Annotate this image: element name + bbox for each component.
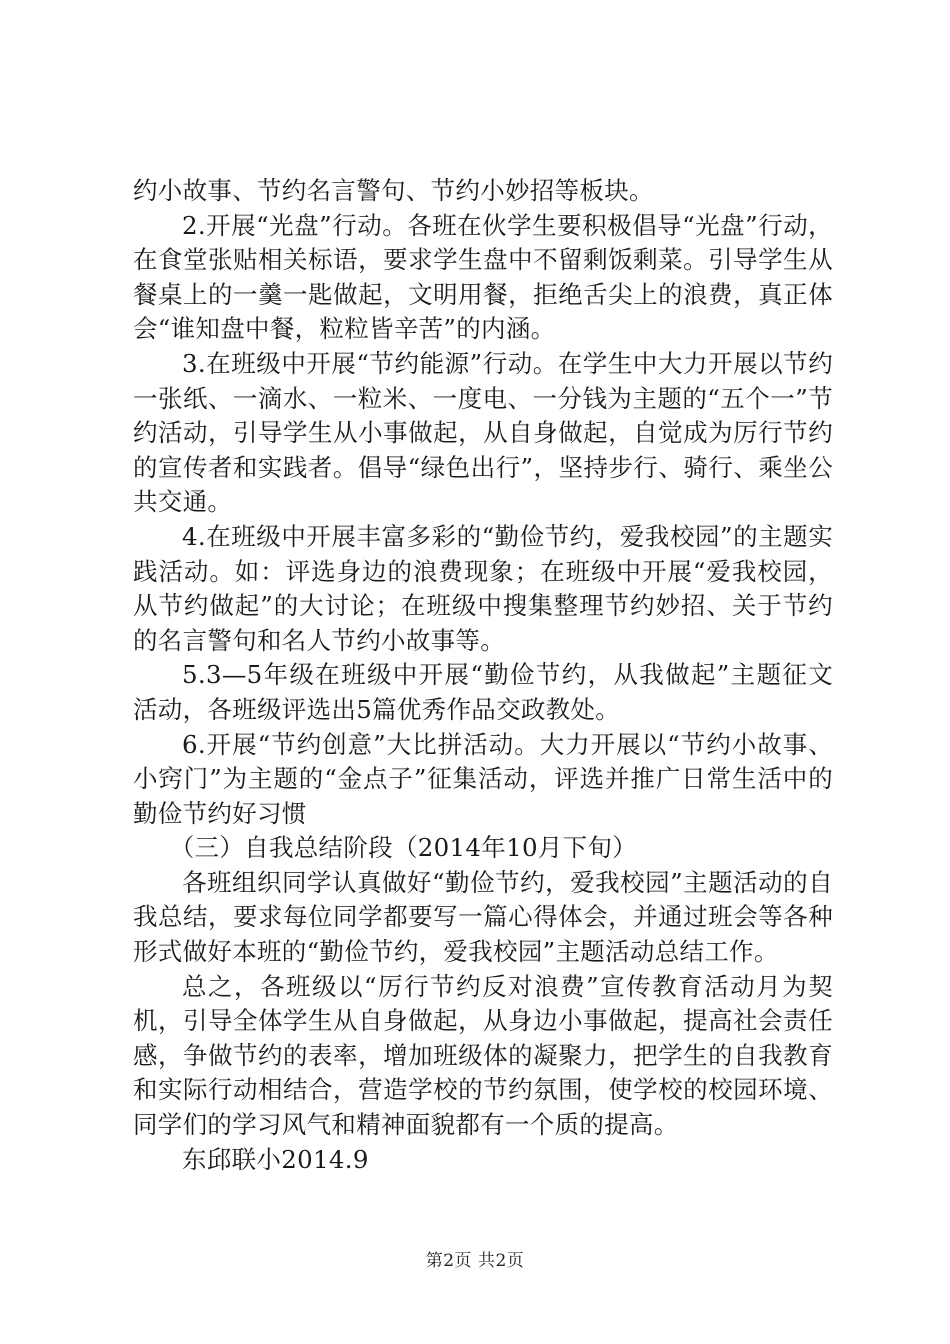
paragraph-item-2: 2.开展“光盘”行动。各班在伙学生要积极倡导“光盘”行动，在食堂张贴相关标语，要求学生盘中不留剩饭剩菜。引导学生从餐桌上的一羹一匙做起，文明用餐，拒绝舌尖上的浪费，真正体会“谁知盘中餐，粒粒皆辛苦”的内涵。 bbox=[133, 210, 833, 344]
paragraph-conclusion: 总之，各班级以“厉行节约反对浪费”宣传教育活动月为契机，引导全体学生从自身做起，从身边小事做起，提高社会责任感，争做节约的表率，增加班级体的凝聚力，把学生的自我教育和实际行动相结合，营造学校的节约氛围，使学校的校园环境、同学们的学习风气和精神面貌都有一个质的提高。 bbox=[133, 971, 833, 1140]
paragraph-item-4: 4.在班级中开展丰富多彩的“勤俭节约，爱我校园”的主题实践活动。如：评选身边的浪费现象；在班级中开展“爱我校园，从节约做起”的大讨论；在班级中搜集整理节约妙招、关于节约的名言警句和名人节约小故事等。 bbox=[133, 521, 833, 655]
paragraph-self-summary: 各班组织同学认真做好“勤俭节约，爱我校园”主题活动的自我总结，要求每位同学都要写一篇心得体会，并通过班会等各种形式做好本班的“勤俭节约，爱我校园”主题活动总结工作。 bbox=[133, 867, 833, 967]
section-heading: （三）自我总结阶段（2014年10月下旬） bbox=[169, 833, 638, 863]
signature-line: 东邱联小2014.9 bbox=[182, 1144, 369, 1174]
page-number-footer: 第2页 共2页 bbox=[425, 1251, 525, 1271]
paragraph-item-3: 3.在班级中开展“节约能源”行动。在学生中大力开展以节约一张纸、一滴水、一粒米、一度电、一分钱为主题的“五个一”节约活动，引导学生从小事做起，从自身做起，自觉成为厉行节约的宣传者和实践者。倡导“绿色出行”，坚持步行、骑行、乘坐公共交通。 bbox=[133, 348, 833, 517]
paragraph-item-5: 5.3—5年级在班级中开展“勤俭节约，从我做起”主题征文活动，各班级评选出5篇优秀作品交政教处。 bbox=[133, 660, 833, 724]
document-body bbox=[133, 174, 833, 1177]
paragraph-item-6: 6.开展“节约创意”大比拼活动。大力开展以“节约小故事、小窍门”为主题的“金点子”征集活动，评选并推广日常生活中的勤俭节约好习惯 bbox=[133, 729, 833, 828]
paragraph-continuation: 约小故事、节约名言警句、节约小妙招等板块。 bbox=[133, 176, 654, 205]
